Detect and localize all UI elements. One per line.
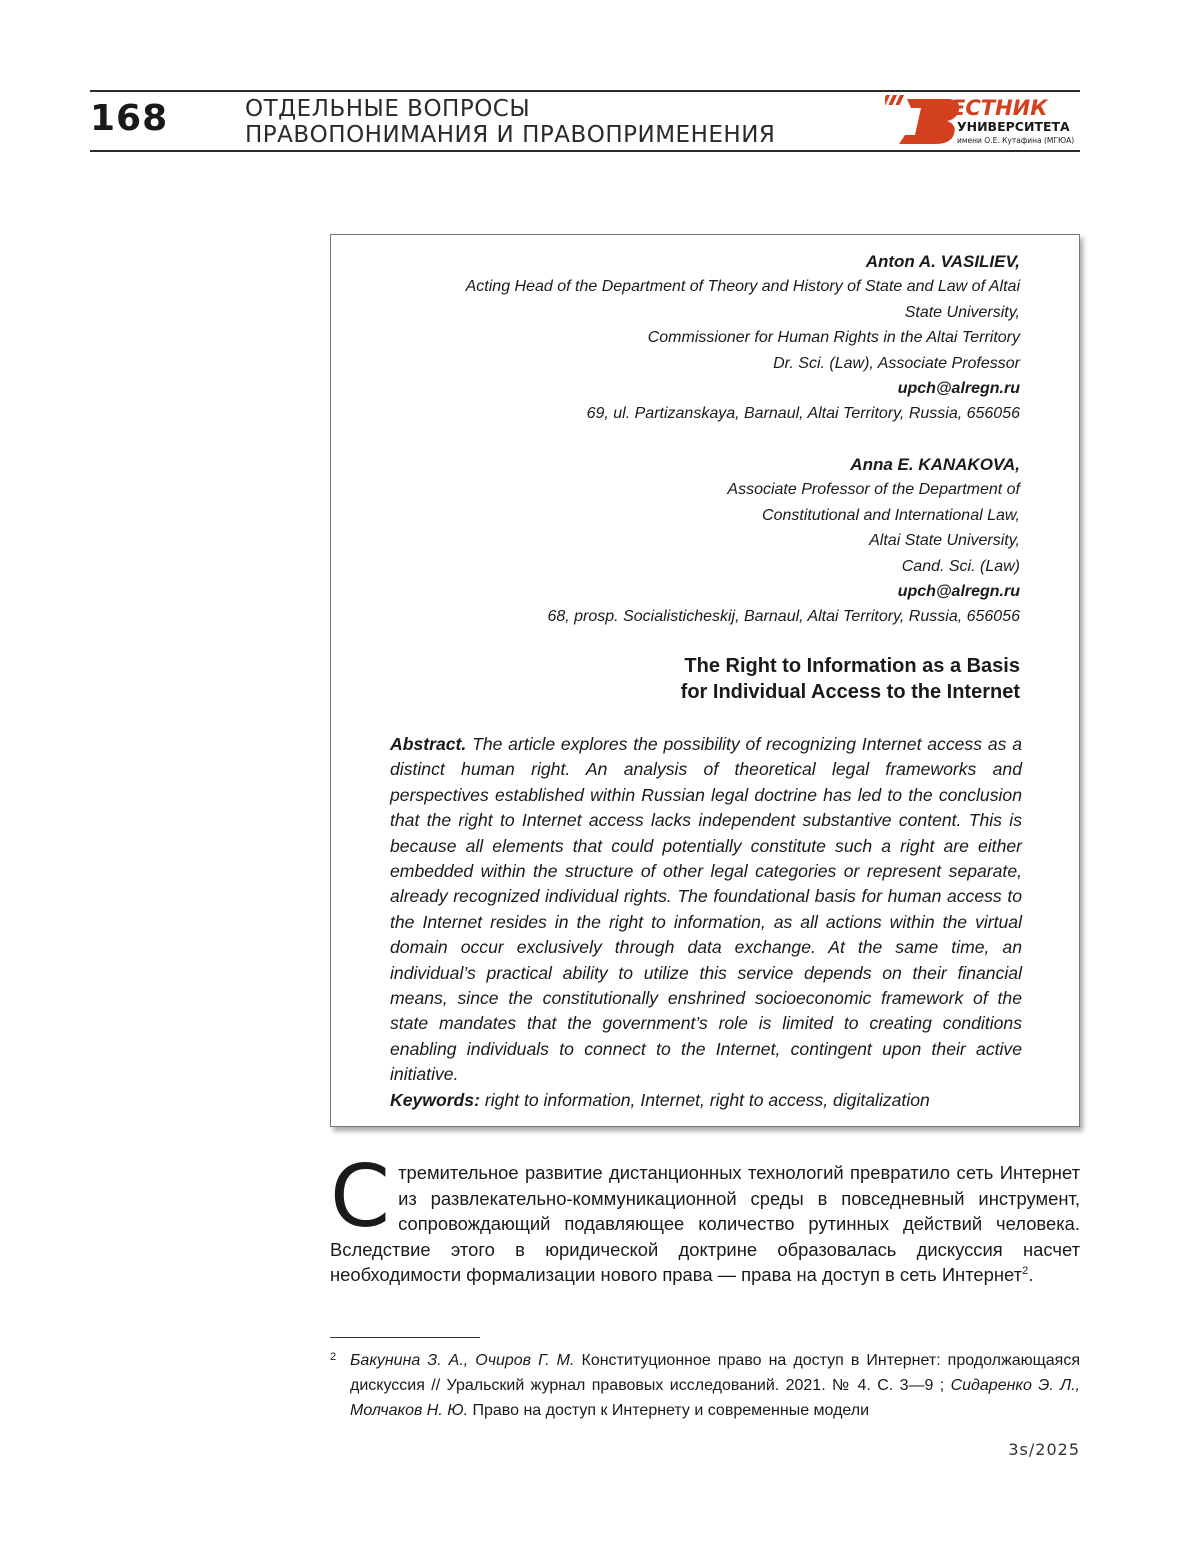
- drop-cap: С: [330, 1147, 391, 1247]
- abstract-text-block: [390, 734, 1022, 1084]
- logo-word1: ЕСТНИК: [951, 96, 1048, 120]
- author-position-line: Commissioner for Human Rights in the Altai Territory: [647, 329, 1020, 347]
- keywords-label: Keywords:: [390, 1089, 480, 1110]
- author-position-line: Constitutional and International Law,: [762, 506, 1020, 524]
- footnote-authors: Сидаренко Э. Л., Молчаков Н. Ю.: [350, 1377, 1081, 1419]
- article-title-line2: for Individual Access to the Internet: [680, 681, 1020, 703]
- article-title-line1: The Right to Information as a Basis: [684, 655, 1020, 677]
- header-bottom-rule: [90, 150, 1080, 152]
- section-title: [245, 96, 885, 148]
- author-address: 68, prosp. Socialisticheskij, Barnaul, Altai Territory, Russia, 656056: [547, 608, 1020, 626]
- header-top-rule: [90, 90, 1080, 92]
- footnote-citation: Конституционное право на доступ в Интернет: продолжающаяся дискуссия // Уральский журнал правовых исследований. 2021. № 4. С. 3—9 ;: [350, 1352, 1081, 1394]
- keywords-text: right to information, Internet, right to access, digitalization: [479, 1089, 930, 1110]
- page-number: 168: [90, 98, 169, 139]
- abstract-box: [330, 234, 1080, 1127]
- author-block-2: [547, 452, 1020, 630]
- author-email: upch@alregn.ru: [897, 583, 1020, 601]
- footnote-citation: Право на доступ к Интернету и современные модели: [468, 1402, 870, 1419]
- journal-logo: [885, 93, 1085, 149]
- footnote-mark: 2: [330, 1351, 337, 1363]
- logo-word2: УНИВЕРСИТЕТА: [957, 119, 1070, 134]
- body-paragraph: [330, 1147, 1080, 1288]
- author-degree: Cand. Sci. (Law): [901, 557, 1020, 575]
- author-block-1: [466, 249, 1020, 427]
- author-address: 69, ul. Partizanskaya, Barnaul, Altai Territory, Russia, 656056: [586, 405, 1020, 423]
- author-degree: Dr. Sci. (Law), Associate Professor: [773, 354, 1020, 372]
- body-text-end: .: [1028, 1264, 1034, 1286]
- section-title-line2: ПРАВОПОНИМАНИЯ И ПРАВОПРИМЕНЕНИЯ: [245, 122, 776, 148]
- abstract-text: The article explores the possibility of recognizing Internet access as a distinct human right. An analysis of theoretical legal frameworks and perspectives established within Russian legal doctrine has led to the conclusion that the right to Internet access lacks independent substantive content. This is because all elements that could potentially constitute such a right are either embedded within the structure of other legal categories or represent separate, already recognized individual rights. The foundational basis for human access to the Internet resides in the right to information, as all actions within the virtual domain occur exclusively through data exchange. At the same time, an individual’s practical ability to utilize this service depends on their financial means, since the constitutionally enshrined socioeconomic framework of the state mandates that the government’s role is limited to creating conditions enabling individuals to connect to the Internet, contingent upon their active initiative.: [390, 734, 1022, 1085]
- author-position-line: Acting Head of the Department of Theory and History of State and Law of Altai: [465, 278, 1020, 296]
- keywords: [390, 1088, 1022, 1113]
- author-name: Anna E. KANAKOVA,: [850, 455, 1020, 474]
- author-position-line: Associate Professor of the Department of: [727, 481, 1020, 499]
- footnote: [330, 1348, 1080, 1423]
- footnote-authors: Бакунина З. А., Очиров Г. М.: [350, 1352, 575, 1369]
- footnote-ref[interactable]: 2: [1022, 1265, 1029, 1278]
- abstract: [390, 732, 1022, 1113]
- section-title-line1: ОТДЕЛЬНЫЕ ВОПРОСЫ: [245, 96, 531, 122]
- logo-subtitle: имени О.Е. Кутафина (МГЮА): [957, 136, 1075, 145]
- abstract-label: Abstract.: [390, 734, 467, 754]
- footnote-text: [330, 1348, 1080, 1423]
- author-position-line: Altai State University,: [869, 532, 1020, 550]
- author-email: upch@alregn.ru: [897, 380, 1020, 398]
- footnote-rule: [330, 1337, 480, 1338]
- logo-speed-lines: [885, 95, 904, 105]
- article-title: [681, 653, 1020, 705]
- body-text: тремительное развитие дистанционных технологий превратило сеть Интернет из развлекательно-коммуникационной среды в повседневный инструмент, сопровождающий подавляющее количество рутинных действий человека. Вследствие этого в юридической доктрине образовалась дискуссия насчет необходимости формализации нового права — права на доступ в сеть Интернет: [330, 1162, 1080, 1286]
- author-name: Anton A. VASILIEV,: [865, 252, 1020, 271]
- issue-number: 3s/2025: [1008, 1440, 1080, 1459]
- author-position-line: State University,: [904, 303, 1020, 321]
